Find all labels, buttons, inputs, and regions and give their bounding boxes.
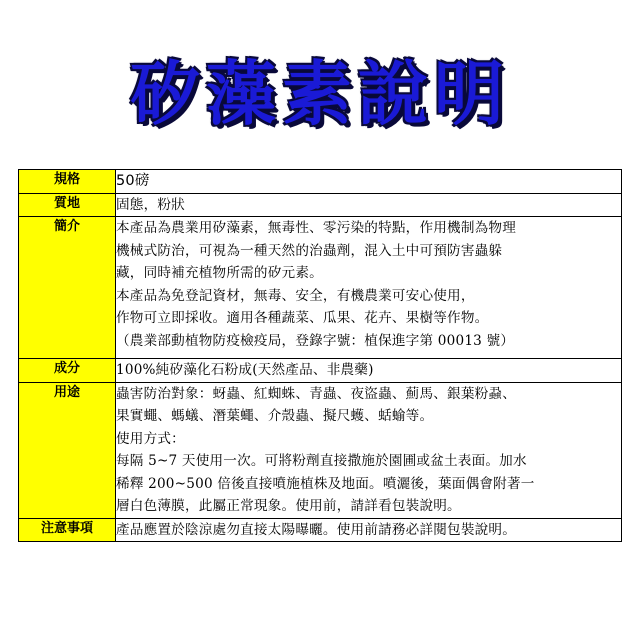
intro-line: 機械式防治，可視為一種天然的治蟲劑，混入土中可預防害蟲躲 — [116, 242, 503, 259]
row-label-intro: 簡介 — [19, 217, 116, 359]
usage-line: 稀釋 200~500 倍後直接噴施植株及地面。噴灑後，葉面偶會附著一 — [116, 475, 535, 492]
row-label-texture: 質地 — [19, 193, 116, 217]
row-value-intro — [116, 217, 622, 359]
table-row-usage — [19, 382, 622, 518]
row-label-ingredients: 成分 — [19, 359, 116, 383]
table-row-texture — [19, 193, 622, 217]
page-title: 矽藻素說明 — [130, 53, 510, 135]
spec-value: 50磅 — [116, 173, 150, 189]
row-label-spec: 規格 — [19, 170, 116, 194]
intro-line: 藏，同時補充植物所需的矽元素。 — [116, 265, 323, 281]
row-label-usage: 用途 — [19, 382, 116, 518]
intro-line: 本產品為免登記資材，無毒、安全，有機農業可安心使用， — [116, 287, 475, 304]
row-value-ingredients — [116, 359, 622, 383]
row-value-notes — [116, 518, 622, 542]
usage-line: 果實蠅、螞蟻、潛葉蠅、介殼蟲、擬尺蠖、蛞蝓等。 — [116, 408, 434, 424]
row-label-notes: 注意事項 — [19, 518, 116, 542]
intro-line: （農業部動植物防疫檢疫局，登錄字號：植保進字第 00013 號） — [116, 332, 515, 349]
table-row-notes — [19, 518, 622, 542]
table-row-intro — [19, 217, 622, 359]
table-row-ingredients — [19, 359, 622, 383]
row-value-texture — [116, 193, 622, 217]
intro-line: 本產品為農業用矽藻素，無毒性、零污染的特點，作用機制為物理 — [116, 220, 517, 236]
notes-value: 產品應置於陰涼處勿直接太陽曝曬。使用前請務必詳閱包裝說明。 — [116, 521, 517, 538]
ingredients-value: 100%純矽藻化石粉成(天然產品、非農藥) — [116, 362, 374, 378]
usage-line: 蟲害防治對象：蚜蟲、紅蜘蛛、青蟲、夜盜蟲、薊馬、銀葉粉蝨、 — [116, 385, 517, 402]
usage-line: 層白色薄膜，此屬正常現象。使用前，請詳看包裝說明。 — [116, 498, 461, 514]
table-row-spec — [19, 170, 622, 194]
intro-line: 作物可立即採收。適用各種蔬菜、瓜果、花卉、果樹等作物。 — [116, 310, 489, 326]
usage-line: 每隔 5~7 天使用一次。可將粉劑直接撒施於園圃或盆土表面。加水 — [116, 453, 527, 469]
row-value-spec — [116, 170, 622, 194]
usage-line: 使用方式： — [116, 430, 185, 447]
row-value-usage — [116, 382, 622, 518]
spec-table — [18, 169, 622, 542]
texture-value: 固態，粉狀 — [116, 196, 185, 213]
